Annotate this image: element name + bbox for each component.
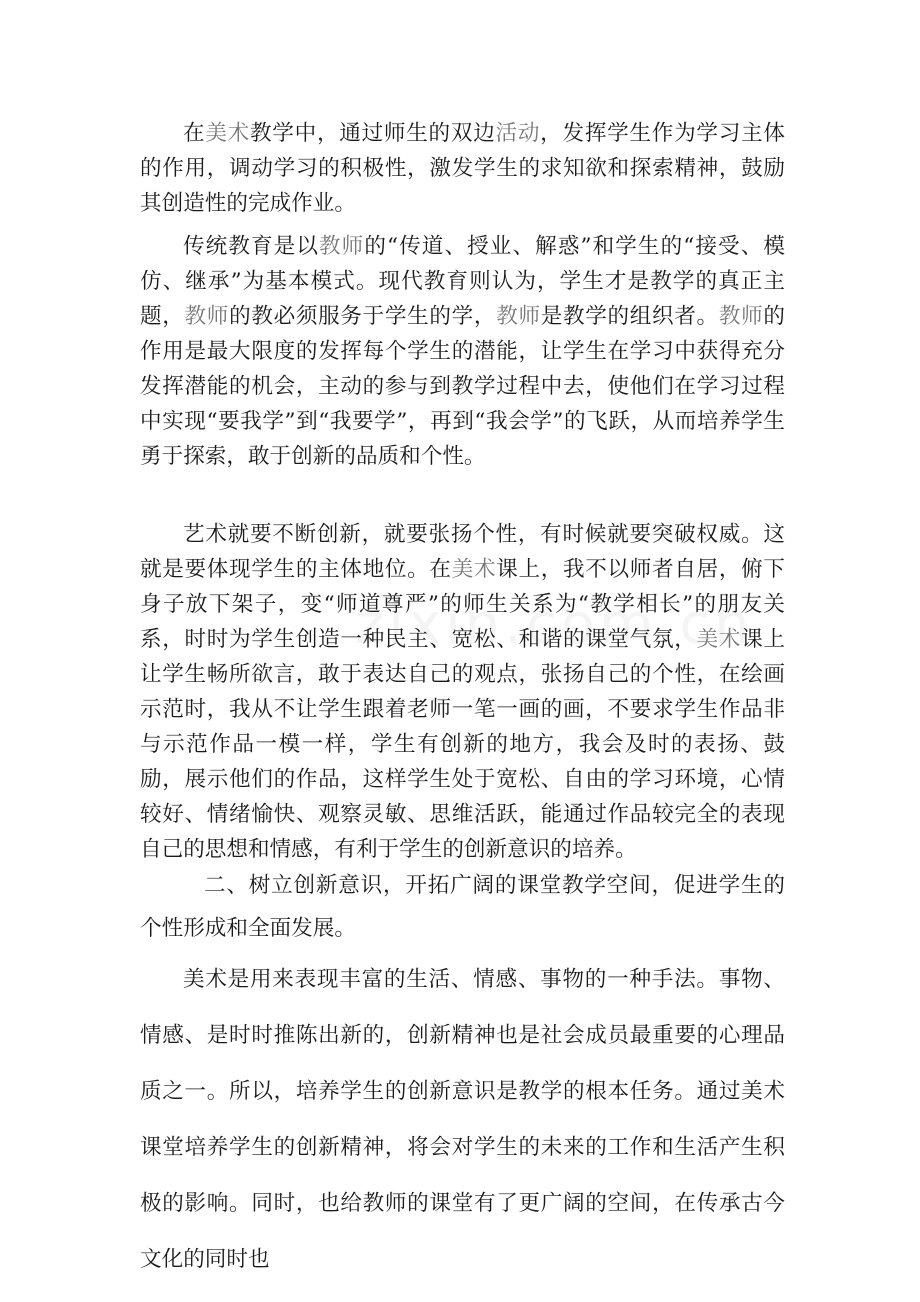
text-run: 在 (183, 121, 206, 146)
text-run: 教学中，通过师生的双边 (249, 121, 496, 146)
text-run: 艺术就要不断创新，就要张扬个性，有时候就要突破权威。这就是要体现学生的主体地位。在 (140, 522, 785, 582)
highlighted-term: 教师 (718, 304, 764, 329)
text-run: 二、树立创新意识，开拓广阔的课堂教学空间，促进学生的个性形成和全面发展。 (140, 873, 785, 941)
text-run: 美术是用来表现丰富的生活、情感、事物的一种手法。事物、情感、是时时推陈出新的，创新精神也是社会成员最重要的心理品质之一。所以，培养学生的创新意识是教学的根本任务。通过美术课堂培养学生的创新精神，将会对学生的未来的工作和生活产生积极的影响。同时，也给教师的课堂有了更广阔的空间，在传承古今文化的同时也 (140, 967, 785, 1272)
text-run: 传统教育是以 (183, 234, 320, 259)
section-heading-two (140, 864, 785, 950)
text-run: ，发挥学生作为学习主体的作用，调动学习的积极性，激发学生的求知欲和探索精神，鼓励其创造性的完成作业。 (140, 121, 785, 216)
highlighted-term: 美术 (451, 557, 497, 582)
text-run: 的“传道、授业、解惑”和学生的“接受、模仿、继承”为基本模式。现代教育则认为，学生才是教学的真正主题， (140, 234, 785, 329)
highlighted-term: 活动 (495, 121, 541, 146)
highlighted-term: 教师 (184, 304, 230, 329)
paragraph-traditional-education (140, 229, 785, 474)
text-run: 的教必须服务于学生的学， (229, 304, 497, 329)
highlighted-term: 教师 (319, 234, 365, 259)
paragraph-art-expression (140, 952, 785, 1288)
text-run: 课上让学生畅所欲言，敢于表达自己的观点，张扬自己的个性，在绘画示范时，我从不让学生跟着老师一笔一画的画，不要求学生作品非与示范作品一模一样，学生有创新的地方，我会及时的表扬、鼓励，展示他们的作品，这样学生处于宽松、自由的学习环境，心情较好、情绪愉快、观察灵敏、思维活跃，能通过作品较完全的表现自己的思想和情感，有利于学生的创新意识的培养。 (140, 627, 785, 862)
highlighted-term: 美术 (696, 627, 742, 652)
highlighted-term: 美术 (205, 121, 250, 146)
highlighted-term: 教师 (496, 304, 541, 329)
text-run: 课上，我不以师者自居，俯下身子放下架子，变“师道尊严”的师生关系为“教学相长”的朋友关系，时时为学生创造一种民主、宽松、和谐的课堂气氛， (140, 557, 785, 652)
text-run: 是教学的组织者。 (540, 304, 719, 329)
text-run: 的作用是最大限度的发挥每个学生的潜能，让学生在学习中获得充分发挥潜能的机会，主动的参与到教学过程中去，使他们在学习过程中实现“要我学”到“我要学”，再到“我会学”的飞跃，从而培养学生勇于探索，敢于创新的品质和个性。 (140, 304, 785, 469)
paragraph-art-teaching-activities (140, 116, 785, 221)
paragraph-art-innovation (140, 517, 785, 867)
